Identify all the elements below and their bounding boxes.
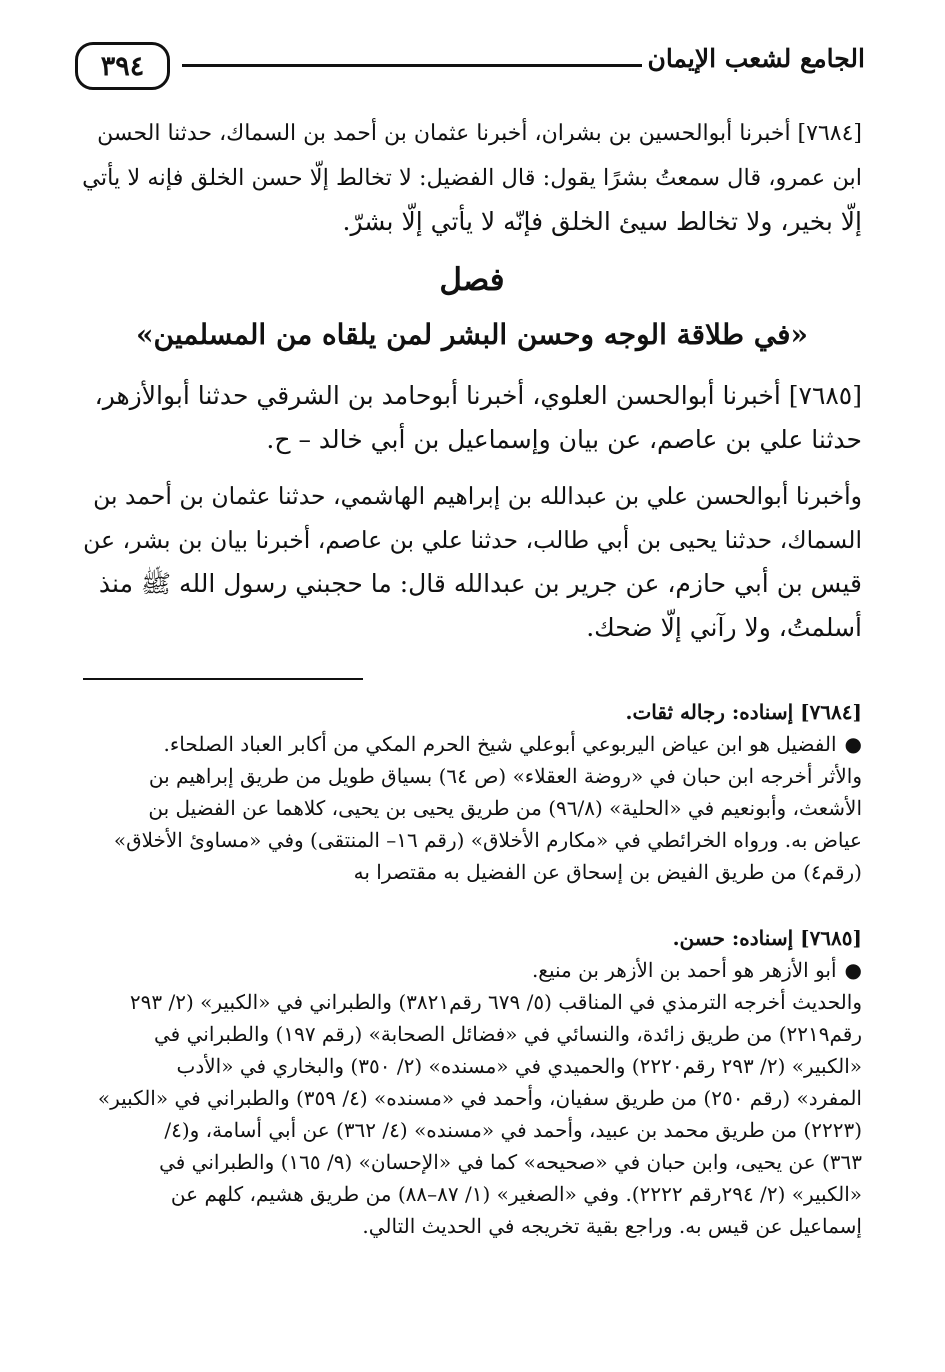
- hadith-7684: [82, 112, 862, 244]
- text-line: أسلمتُ، ولا رآني إلّا ضحك.: [586, 613, 862, 642]
- footnote-line: «الكبير» (٢/ ٢٩٤رقم ٢٢٢٢). وفي «الصغير» (١/ ٨٧–٨٨) من طريق هشيم، كلهم عن: [170, 1182, 862, 1206]
- chapter-subtitle: «في طلاقة الوجه وحسن البشر لمن يلقاه من المسلمين»: [136, 318, 808, 351]
- footnote-line: «الكبير» (٢/ ٢٩٣ رقم٢٢٢٠) والحميدي في «مسنده» (٢/ ٣٥٠) والبخاري في «الأدب: [176, 1054, 862, 1078]
- footnote-line: والحديث أخرجه الترمذي في المناقب (٥/ ٦٧٩ رقم٣٨٢١) والطبراني في «الكبير» (٢/ ٢٩٣: [129, 990, 862, 1014]
- bullet-text: أبو الأزهر هو أحمد بن الأزهر بن منيع.: [531, 958, 837, 982]
- bullet-text: الفضيل هو ابن عياض اليربوعي أبوعلي شيخ الحرم المكي من أكابر العباد الصلحاء.: [163, 732, 837, 756]
- text-line: [٧٦٨٥] أخبرنا أبوالحسن العلوي، أخبرنا أبوحامد بن الشرقي حدثنا أبوالأزهر،: [94, 381, 862, 410]
- text-line: السماك، حدثنا يحيى بن أبي طالب، حدثنا علي بن عاصم، أخبرنا بيان بن بشر، عن: [83, 526, 862, 554]
- footnote-label: [٧٦٨٤] إسناده: رجاله ثقات.: [625, 700, 862, 724]
- footnote-line: إسماعيل عن قيس به. وراجع بقية تخريجه في الحديث التالي.: [362, 1214, 862, 1238]
- running-title: الجامع لشعب الإيمان: [647, 44, 865, 73]
- footnote-line: والأثر أخرجه ابن حبان في «روضة العقلاء» (ص ٦٤) بسياق طويل من طريق إبراهيم بن: [148, 764, 862, 788]
- hadith-7685-isnad: [82, 374, 862, 462]
- footnote-label: [٧٦٨٥] إسناده: حسن.: [672, 926, 862, 950]
- footnote-line: (٢٢٢٣) من طريق محمد بن عبيد، وأحمد في «مسنده» (٤/ ٣٦٢) عن أبي أسامة، و(٤/: [164, 1118, 862, 1142]
- footnote-bullet: [82, 728, 862, 760]
- footnote-line: المفرد» (رقم ٢٥٠) من طريق سفيان، وأحمد في «مسنده» (٤/ ٣٥٩) والطبراني في «الكبير»: [97, 1086, 862, 1110]
- text-line: [٧٦٨٤] أخبرنا أبوالحسين بن بشران، أخبرنا عثمان بن أحمد بن السماك، حدثنا الحسن: [97, 121, 862, 146]
- page-number: ٣٩٤: [75, 42, 170, 90]
- footnote-line: رقم٢٢١٩) من طريق زائدة، والنسائي في «فضائل الصحابة» (رقم ١٩٧) والطبراني في: [154, 1022, 862, 1046]
- footnote-7684: [82, 696, 862, 888]
- chapter-title: فصل: [439, 262, 505, 298]
- bullet-icon: ●: [844, 958, 862, 982]
- header-rule: [182, 64, 642, 67]
- footnote-line: عياض به. ورواه الخرائطي في «مكارم الأخلاق» (رقم ١٦– المنتقى) وفي «مساوئ الأخلاق»: [113, 828, 862, 852]
- bullet-icon: ●: [844, 732, 862, 756]
- footnote-line: (رقم٤) من طريق الفيض بن إسحاق عن الفضيل به مقتصرا به: [353, 860, 862, 884]
- text-line: قيس بن أبي حازم، عن جرير بن عبدالله قال: ما حجبني رسول الله ﷺ منذ: [98, 569, 862, 598]
- footnote-separator: [83, 678, 363, 680]
- hadith-7685-text: [82, 474, 862, 650]
- footnote-bullet: [82, 954, 862, 986]
- text-line: إلّا بخير، ولا تخالط سيئ الخلق فإنّه لا يأتي إلّا بشرّ.: [342, 207, 862, 236]
- text-line: ابن عمرو، قال سمعتُ بشرًا يقول: قال الفضيل: لا تخالط إلّا حسن الخلق فإنه لا يأتي: [82, 165, 862, 191]
- footnote-7685: [82, 922, 862, 1242]
- page-header: [75, 38, 865, 98]
- text-line: وأخبرنا أبوالحسن علي بن عبدالله بن إبراهيم الهاشمي، حدثنا عثمان بن أحمد بن: [93, 482, 862, 510]
- footnote-line: الأشعث، وأبونعيم في «الحلية» (٩٦/٨) من طريق يحيى بن يحيى، كلاهما عن الفضيل بن: [148, 796, 862, 820]
- footnote-line: ٣٦٣) عن يحيى، وابن حبان في «صحيحه» كما في «الإحسان» (٩/ ١٦٥) والطبراني في: [159, 1150, 862, 1174]
- text-line: حدثنا علي بن عاصم، عن بيان وإسماعيل بن أبي خالد – ح.: [266, 425, 862, 454]
